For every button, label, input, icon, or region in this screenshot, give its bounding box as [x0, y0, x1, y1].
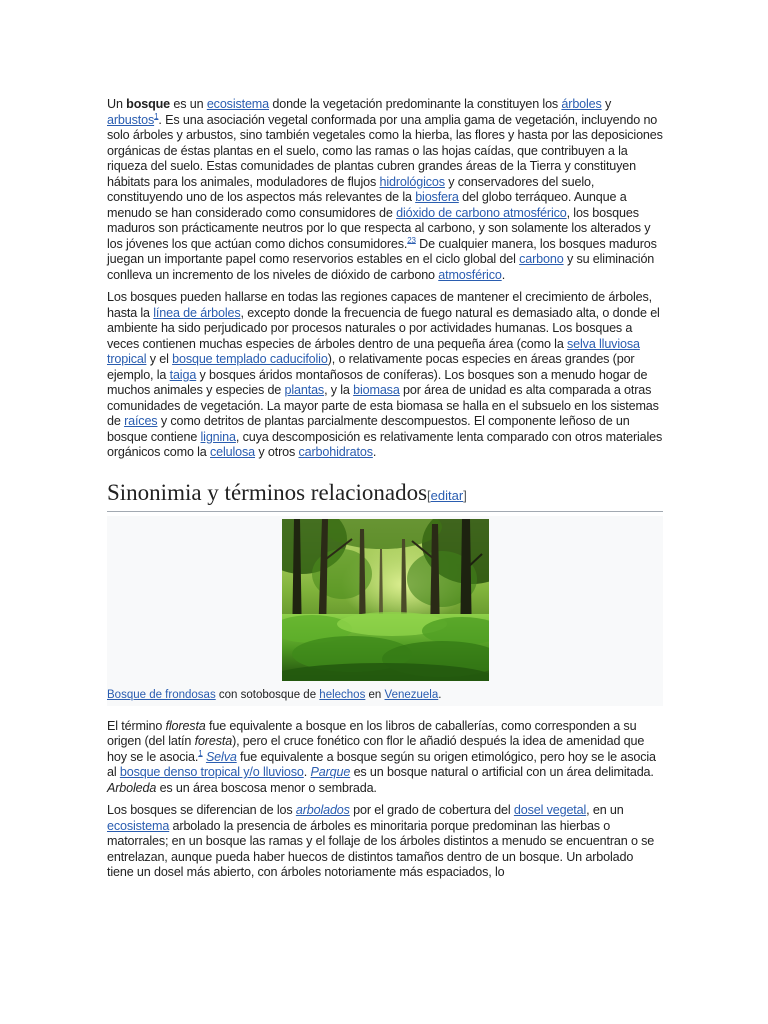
text: Un	[107, 97, 127, 111]
link-ecosistema[interactable]: ecosistema	[206, 97, 270, 111]
text: ), o relativamente pocas especies en áreas grandes (por ejemplo, la	[107, 352, 635, 382]
text: con sotobosque de	[215, 688, 320, 701]
link-plantas[interactable]: plantas	[284, 383, 325, 397]
text: , los bosques maduros son prácticamente neutros por lo que respecta al carbono, y son solamente los alterados y los jóvenes los que actúan como dichos consumidores.	[107, 205, 651, 251]
term-bosque: bosque	[126, 97, 171, 111]
bracket: [	[427, 487, 431, 503]
text: El término	[107, 718, 166, 733]
link-selva[interactable]	[206, 750, 237, 764]
link-linea-de-arboles[interactable]: línea de árboles	[153, 305, 241, 320]
article-content	[107, 97, 663, 881]
link-atmosferico[interactable]: atmosférico	[438, 267, 502, 282]
link-celulosa[interactable]: celulosa	[210, 445, 256, 459]
link-text: Selva	[205, 749, 237, 764]
reference-1[interactable]: 1	[154, 111, 159, 121]
text: y otros	[255, 445, 299, 459]
link-bosque-de-frondosas[interactable]: Bosque de frondosas	[107, 688, 216, 701]
forest-photo[interactable]	[282, 519, 489, 681]
link-ecosistema[interactable]: ecosistema	[107, 818, 170, 833]
intro-paragraph-1	[107, 97, 663, 283]
term-foresta: foresta	[194, 734, 233, 748]
link-dioxido-carbono[interactable]: dióxido de carbono atmosférico	[396, 205, 567, 220]
text: ), pero el cruce fonético con flor le añadió después la idea de amenidad que hoy se le asocia.	[107, 734, 645, 764]
text: , excepto donde la frecuencia de fuego natural es demasiado alta, o donde el ambiente ha sido perjudicado por procesos naturales o por actividades humanas. Los bosques a veces contienen muchas especies de árboles dentro de una pequeña área (como la	[107, 305, 660, 351]
reference-1[interactable]: 1	[198, 748, 203, 758]
link-lignina[interactable]: lignina	[200, 429, 236, 444]
bracket: ]	[463, 487, 467, 503]
text: por el grado de cobertura del	[349, 803, 514, 817]
text: , y la	[324, 383, 354, 397]
link-selva-lluviosa[interactable]: selva lluviosa tropical	[107, 336, 640, 366]
text: donde la vegetación predominante la constituyen los	[269, 97, 562, 111]
text: y conservadores del suelo, constituyendo uno de los aspectos más relevantes de la	[107, 174, 595, 204]
text: del globo terráqueo. Aunque a menudo se han considerado como consumidores de	[107, 190, 627, 220]
text: por área de unidad es alta comparada a otras comunidades de vegetación. La mayor parte de esta biomasa se halla en el subsuelo en los sistemas de	[107, 383, 659, 428]
term-arboleda: Arboleda	[107, 780, 157, 795]
text: , cuya descomposición es relativamente lenta comparado con otros materiales orgánicos como la	[107, 429, 663, 459]
intro-paragraph-2	[107, 290, 663, 461]
section-heading	[107, 479, 663, 512]
forest-photo-graphic	[282, 519, 489, 681]
text: fue equivalente a bosque en los libros de caballerías, como corresponden a su origen (del latín	[107, 718, 637, 748]
link-raices[interactable]: raíces	[124, 414, 158, 428]
link-venezuela[interactable]: Venezuela	[384, 688, 439, 701]
text: es un bosque natural o artificial con un área delimitada.	[350, 765, 654, 779]
link-arboles[interactable]: árboles	[561, 97, 602, 111]
text: y como detritos de plantas parcialmente descompuestos. El componente leñoso de un bosque contiene	[107, 414, 630, 444]
text: y el	[146, 352, 173, 366]
text: es un área boscosa menor o sembrada.	[156, 780, 377, 795]
body-paragraph-1	[107, 719, 663, 797]
section-title: Sinonimia y términos relacionados	[107, 479, 428, 505]
term-floresta: floresta	[165, 718, 206, 733]
body-paragraph-2	[107, 803, 663, 881]
text: . Es una asociación vegetal conformada por una amplia gama de vegetación, incluyendo no solo árboles y arbustos, sino también vegetales como la hierba, las flores y hasta por las deposiciones orgánicas de éstas plantas en el suelo, como las ramas o las hojas caídas, que contribuyen a la riqueza del suelo. Estas comunidades de plantas cubren grandes áreas de la Tierra y constituyen hábitats para los animales, moduladores de flujos	[107, 112, 663, 189]
edit-section-link[interactable]: editar	[430, 487, 464, 503]
link-arbustos[interactable]: arbustos	[107, 112, 155, 127]
link-arbolados[interactable]	[296, 803, 350, 817]
text: y su eliminación conlleva un incremento de los niveles de dióxido de carbono	[107, 252, 655, 282]
text: De cualquier manera, los bosques maduros juegan un importante papel como reservorios estables en el ciclo global del	[107, 236, 657, 266]
text: .	[438, 688, 442, 701]
link-text: arbolados	[295, 803, 350, 817]
link-text: Parque	[310, 765, 351, 779]
link-dosel-vegetal[interactable]: dosel vegetal	[513, 803, 587, 817]
text: , en un	[586, 803, 624, 817]
link-taiga[interactable]: taiga	[169, 367, 197, 382]
text: y	[601, 97, 612, 111]
text: .	[372, 445, 377, 459]
text: en	[365, 688, 385, 701]
figure-caption	[107, 688, 663, 702]
link-helechos[interactable]: helechos	[319, 688, 366, 701]
text: Los bosques pueden hallarse en todas las regiones capaces de mantener el crecimiento de árboles, hasta la	[107, 290, 652, 320]
link-hidrologicos[interactable]: hidrológicos	[379, 174, 445, 189]
reference-23[interactable]: 23	[407, 235, 416, 245]
figure	[107, 516, 663, 706]
text: .	[501, 267, 506, 282]
link-biomasa[interactable]: biomasa	[353, 383, 400, 397]
text: .	[303, 765, 311, 779]
link-bosque-templado[interactable]: bosque templado caducifolio	[172, 352, 328, 366]
text: fue equivalente a bosque según su origen etimológico, pero hoy se le asocia al	[107, 749, 656, 779]
edit-section-control	[427, 488, 467, 503]
text: arbolado la presencia de árboles es minoritaria porque predominan las hierbas o matorrales; en un bosque las ramas y el follaje de los árboles distintos a menudo se encuentran o se entrelazan, aunque pueda haber huecos de distintos tamaños dentro de un bosque. Un arbolado tiene un dosel más abierto, con árboles notoriamente más espaciados, lo	[107, 818, 655, 879]
link-bosque-denso-tropical[interactable]: bosque denso tropical y/o lluvioso	[119, 765, 304, 779]
text: es un	[170, 97, 207, 111]
text: y bosques áridos montañosos de coníferas). Los bosques son a menudo hogar de muchos animales y especies de	[107, 367, 648, 397]
link-carbohidratos[interactable]: carbohidratos	[298, 445, 373, 459]
link-parque[interactable]	[311, 765, 351, 779]
text: Los bosques se diferencian de los	[107, 803, 296, 817]
link-carbono[interactable]: carbono	[519, 252, 564, 266]
link-biosfera[interactable]: biosfera	[415, 190, 459, 204]
